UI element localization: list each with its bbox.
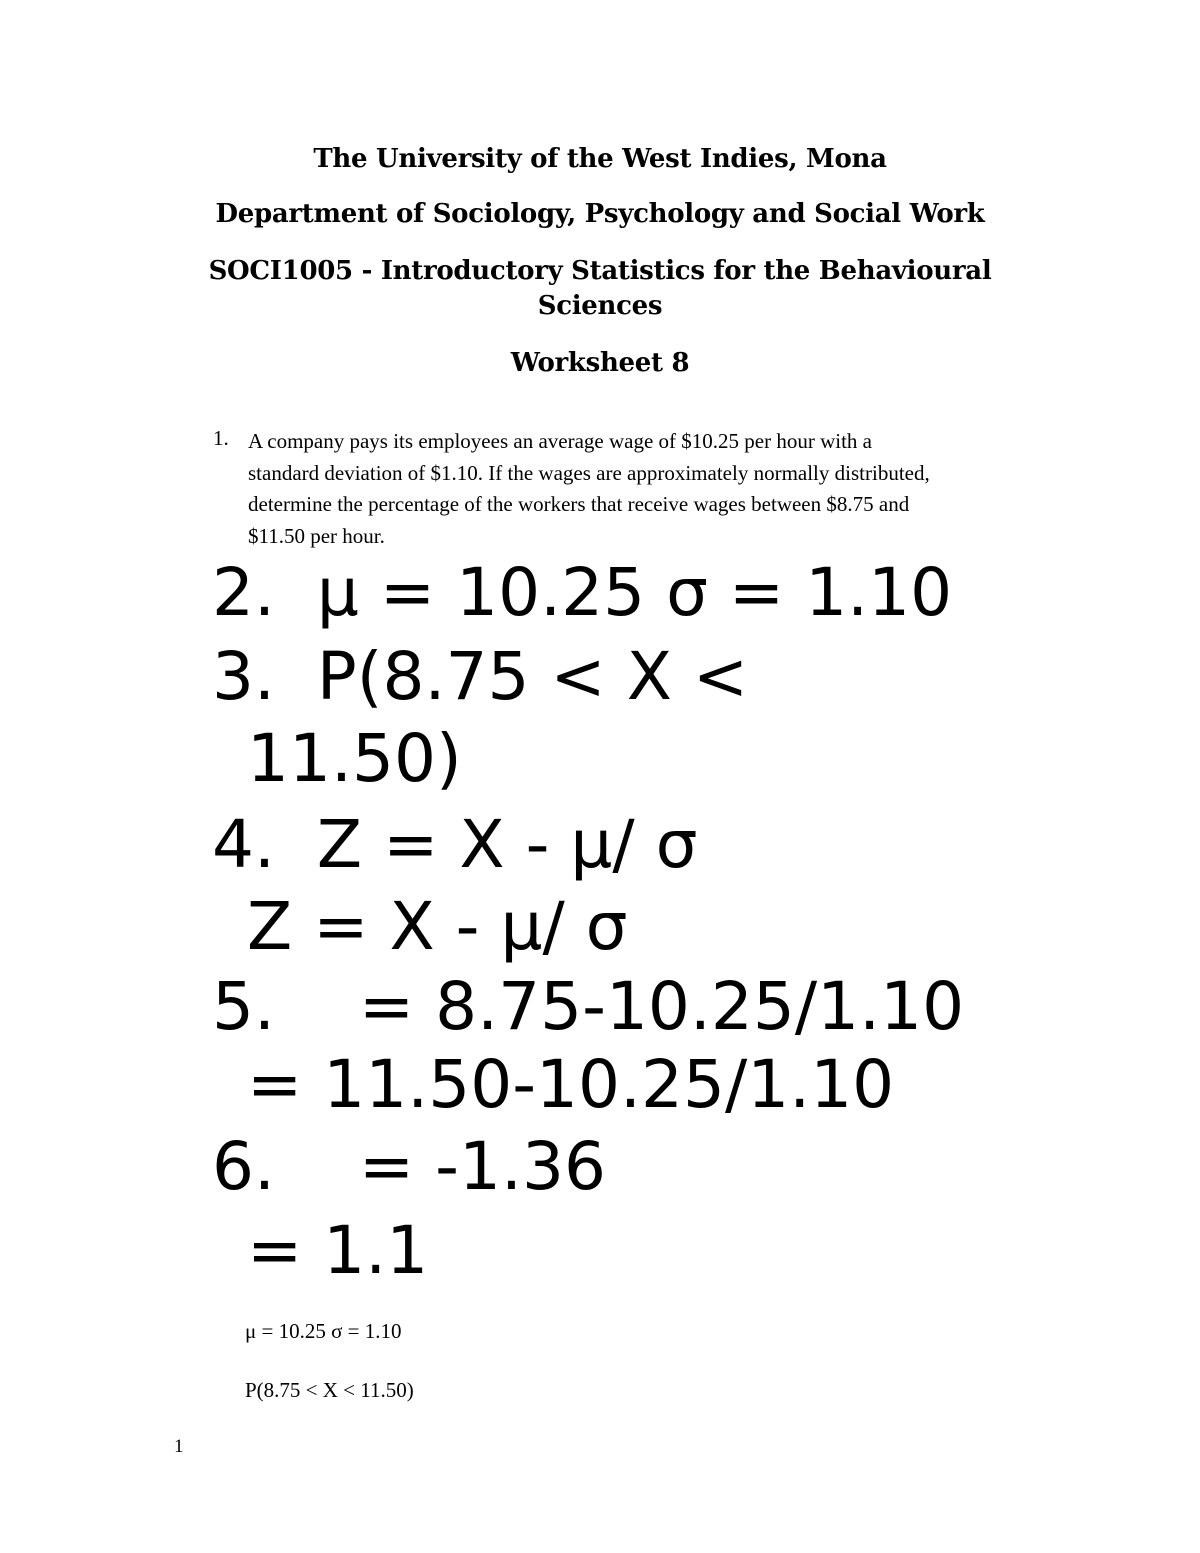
question-line: determine the percentage of the workers that receive wages between $8.75 and	[248, 492, 910, 516]
answer-line-6-cont: = 1.1	[247, 1212, 429, 1289]
answer-line-6: 6. = -1.36	[212, 1128, 606, 1205]
answer-line-3-cont: 11.50)	[247, 720, 462, 797]
answer-line-4-cont: Z = X - μ/ σ	[247, 888, 628, 965]
small-probability-line: P(8.75 < X < 11.50)	[245, 1378, 414, 1402]
page-number: 1	[174, 1436, 184, 1457]
answer-line-2: 2. μ = 10.25 σ = 1.10	[212, 554, 953, 631]
answer-line-4: 4. Z = X - μ/ σ	[212, 806, 698, 883]
question-line: $11.50 per hour.	[248, 523, 385, 548]
question-text	[248, 426, 1048, 552]
course-title-line-2: Sciences	[537, 291, 663, 321]
small-parameters-line: μ = 10.25 σ = 1.10	[245, 1319, 402, 1343]
answer-line-5: 5. = 8.75-10.25/1.10	[212, 968, 965, 1045]
answer-line-5-cont: = 11.50-10.25/1.10	[247, 1046, 895, 1123]
question-line: A company pays its employees an average wage of $10.25 per hour with a	[248, 429, 872, 453]
answer-line-3: 3. P(8.75 < X <	[212, 638, 749, 715]
university-title: The University of the West Indies, Mona	[313, 144, 887, 174]
question-line: standard deviation of $1.10. If the wages are approximately normally distributed,	[248, 460, 930, 485]
department-title: Department of Sociology, Psychology and Social Work	[215, 199, 985, 229]
question-number: 1.	[213, 426, 229, 450]
course-title-line-1: SOCI1005 - Introductory Statistics for the Behavioural	[208, 256, 992, 286]
worksheet-title: Worksheet 8	[510, 348, 690, 378]
